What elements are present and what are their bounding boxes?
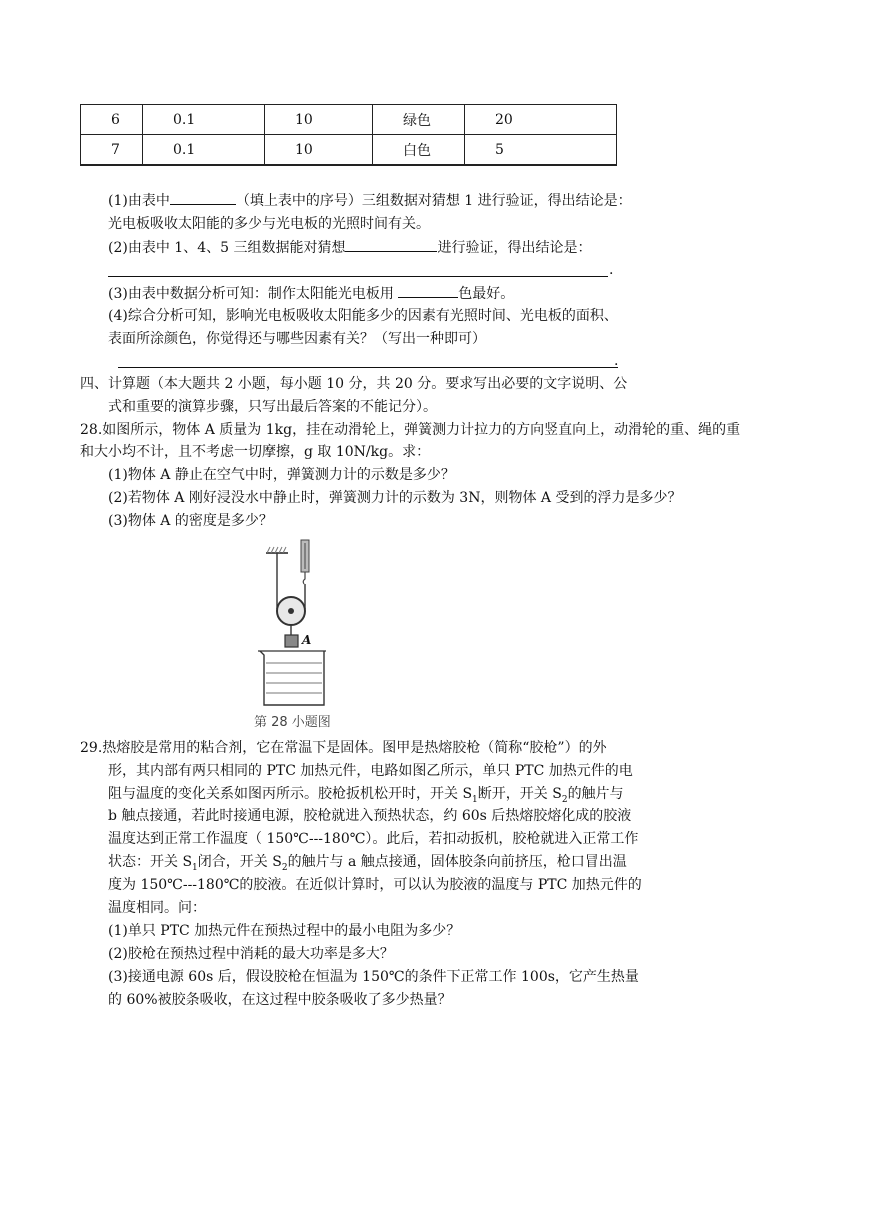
q29-sub3-line1: (3)接通电源 60s 后，假设胶枪在恒温为 150℃的条件下正常工作 100s，它产生热量: [108, 969, 639, 985]
period: .: [609, 262, 614, 278]
q29-line4: b 触点接通，若此时接通电源，胶枪就进入预热状态，约 60s 后热熔胶熔化成的胶液: [108, 808, 632, 824]
figure-label-a: A: [302, 633, 312, 647]
section-heading-line1: 四、计算题（本大题共 2 小题，每小题 10 分，共 20 分。要求写出必要的文字说明、公: [80, 376, 628, 392]
q29-sub2: (2)胶枪在预热过程中消耗的最大功率是多大？: [108, 946, 394, 962]
answer-blank[interactable]: [170, 190, 236, 205]
q27-part3: (3)由表中数据分析可知：制作太阳能光电板用 色最好。: [108, 283, 514, 304]
section-heading-line2: 式和重要的演算步骤，只写出最后答案的不能记分）。: [108, 399, 437, 415]
q28-sub2: (2)若物体 A 刚好浸没水中静止时，弹簧测力计的示数为 3N，则物体 A 受到的浮力是多少？: [108, 490, 682, 506]
answer-line[interactable]: [108, 276, 608, 277]
table-cell: 0.1: [143, 105, 265, 135]
q27-part4-line2: 表面所涂颜色，你觉得还与哪些因素有关？（写出一种即可）: [108, 331, 486, 347]
table-cell: 白色: [373, 135, 465, 166]
q29-sub3-line2: 的 60%被胶条吸收，在这过程中胶条吸收了多少热量？: [108, 992, 452, 1008]
q29-line3: 阻与温度的变化关系如图丙所示。胶枪扳机松开时，开关 $S_1$断开，开关 $S_2$的触片与: [108, 786, 624, 805]
answer-line[interactable]: [118, 367, 618, 368]
table-cell: 10: [265, 135, 373, 166]
q29-sub1: (1)单只 PTC 加热元件在预热过程中的最小电阻为多少？: [108, 923, 461, 939]
results-table: [80, 104, 617, 166]
table-cell: 20: [465, 105, 617, 135]
table-row: [81, 135, 617, 166]
q29-line5: 温度达到正常工作温度（ 150℃---180℃）。此后，若扣动扳机，胶枪就进入正常工作: [108, 831, 639, 847]
table-cell: 7: [81, 135, 143, 166]
table-cell: 6: [81, 105, 143, 135]
q27-part2-line1: (2)由表中 1、4、5 三组数据能对猜想 进行验证，得出结论是：: [108, 237, 591, 258]
q27-part1-line1: (1)由表中 （填上表中的序号）三组数据对猜想 1 进行验证，得出结论是：: [108, 190, 632, 211]
answer-blank[interactable]: [398, 283, 458, 298]
q29-line8: 温度相同。问：: [108, 900, 206, 916]
table-row: [81, 105, 617, 135]
table-cell: 0.1: [143, 135, 265, 166]
q28-sub1: (1)物体 A 静止在空气中时，弹簧测力计的示数是多少？: [108, 467, 455, 483]
q28-sub3: (3)物体 A 的密度是多少？: [108, 513, 273, 529]
q27-part1-line2: 光电板吸收太阳能的多少与光电板的光照时间有关。: [108, 216, 430, 232]
q29-line7: 度为 150℃---180℃的胶液。在近似计算时，可以认为胶液的温度与 PTC 加热元件的: [108, 877, 642, 893]
figure-caption: 第 28 小题图: [254, 715, 331, 730]
table-cell: 10: [265, 105, 373, 135]
answer-blank[interactable]: [345, 237, 437, 252]
q28-line1: 28.如图所示，物体 A 质量为 1kg，挂在动滑轮上，弹簧测力计拉力的方向竖直向上，动滑轮的重、绳的重: [80, 422, 741, 438]
period: .: [614, 353, 619, 369]
pulley-figure: [254, 537, 338, 732]
table-cell: 绿色: [373, 105, 465, 135]
pulley-diagram-svg: [254, 537, 338, 713]
table-cell: 5: [465, 135, 617, 166]
q27-part4-line1: (4)综合分析可知，影响光电板吸收太阳能多少的因素有光照时间、光电板的面积、: [108, 308, 618, 324]
q29-line1: 29.热熔胶是常用的粘合剂，它在常温下是固体。图甲是热熔胶枪（简称“胶枪”）的外: [80, 740, 607, 756]
q29-line6: 状态：开关 $S_1$闭合，开关 $S_2$的触片与 a 触点接通，固体胶条向前挤压，枪口冒出温: [108, 854, 627, 873]
q29-line2: 形，其内部有两只相同的 PTC 加热元件，电路如图乙所示，单只 PTC 加热元件的电: [108, 763, 633, 779]
q28-line2: 和大小均不计，且不考虑一切摩擦，g 取 10N/kg。求：: [80, 444, 431, 460]
